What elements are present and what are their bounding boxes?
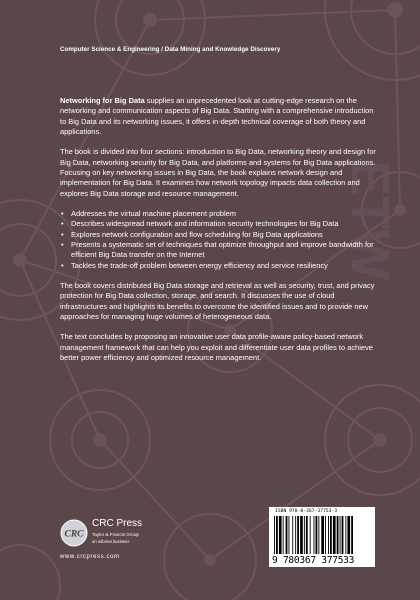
isbn-barcode xyxy=(269,507,375,567)
crc-logo-icon xyxy=(60,519,88,547)
paragraph-storage: The book covers distributed Big Data storage and retrieval as well as security, trust, and privacy protection for Big Data collection, storage, and search. It discusses the use of cloud infrastructures and highlights its benefits to overcome the identified issues and to provide new approaches for managing huge volumes of heterogeneous data. xyxy=(60,280,375,322)
publisher-block xyxy=(60,515,200,575)
paragraph-sections: The book is divided into four sections: introduction to Big Data, networking theory and design for Big Data, networking security for Big Data, and platforms and systems for Big Data applications. Focusing on key networking issues in Big Data, the book explains network design and implementation for Big Data. It examines how network topology impacts data collection and explores Big Data storage and resource management. xyxy=(60,147,376,198)
category-line: Computer Science & Engineering / Data Mining and Knowledge Discovery xyxy=(60,46,281,53)
feature-item: • Describes widespread network and information security technologies for Big Data xyxy=(60,219,376,229)
feature-item: • Tackles the trade-off problem between energy efficiency and service resiliency xyxy=(60,261,376,271)
publisher-group: Taylor & Francis Group xyxy=(92,532,139,537)
publisher-website: www.crcpress.com xyxy=(60,554,120,560)
isbn-number: 9 780367 377533 xyxy=(272,555,355,566)
publisher-name: CRC Press xyxy=(92,518,143,529)
svg-text:ETW: ETW xyxy=(340,160,400,280)
back-cover-copy xyxy=(60,96,376,373)
book-title-lead: Networking for Big Data xyxy=(60,96,145,105)
barcode-bars-icon xyxy=(273,516,371,554)
crc-logo-text: CRC xyxy=(64,529,84,540)
feature-item: • Presents a systematic set of techniques that optimize throughput and improve bandwidth for efficient Big Data transfer on the Internet xyxy=(60,240,376,261)
publisher-informa: an informa business xyxy=(92,538,130,544)
feature-list xyxy=(60,209,376,271)
feature-item: • Addresses the virtual machine placement problem xyxy=(60,209,376,219)
isbn-label: ISBN 978-0-367-37753-3 xyxy=(275,509,338,514)
intro-text: supplies an unprecedented look at cutting-edge research on the networking and communication aspects of Big Data. Starting with a comprehensive introduction to Big Data and its networking issues, it offers in-depth technical coverage of both theory and applications. xyxy=(60,96,374,137)
feature-item: • Explores network configuration and flow scheduling for Big Data applications xyxy=(60,230,376,240)
intro-paragraph xyxy=(60,96,376,138)
paragraph-conclusion: The text concludes by proposing an innovative user data profile-aware policy-based network management framework that can help you exploit and differentiate user data profiles to achieve better power efficiency and optimized resource management. xyxy=(60,332,373,362)
